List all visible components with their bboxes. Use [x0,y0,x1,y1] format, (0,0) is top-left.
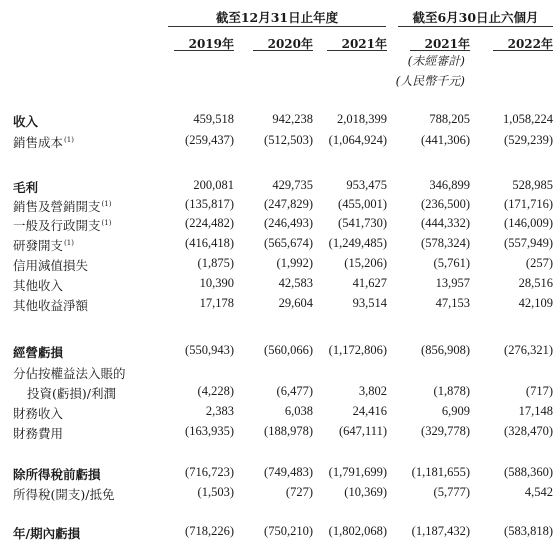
year-header-2: 2021年 [341,37,387,51]
row-label [13,133,74,151]
row-label [13,112,38,130]
row-label [13,178,38,196]
row-label-text: 信用減值損失 [13,258,89,273]
row-value: 42,583 [278,276,313,290]
row-value: 42,109 [518,296,553,310]
row-value: (856,908) [421,343,470,357]
row-label-text: 財務收入 [13,406,64,421]
row-value: (276,321) [504,343,553,357]
row-label-text: 銷售及營銷開支 [13,199,101,214]
row-value: (5,761) [433,256,470,270]
row-value: (10,369) [344,485,387,499]
row-value: (441,306) [421,133,470,147]
row-label [13,424,63,442]
year-header-underline-0 [174,50,234,51]
row-label-text: 分佔按權益法入賬的 [13,366,126,381]
row-value: (512,503) [264,133,313,147]
row-value: (1,181,655) [411,465,470,479]
row-value: (750,210) [264,524,313,538]
row-value: (588,360) [504,465,553,479]
row-label [13,276,63,294]
row-value: (583,818) [504,524,553,538]
half-year-period-header: 截至6月30日止六個月 [412,10,539,25]
row-value: 3,802 [358,384,387,398]
row-value: 24,416 [352,404,387,418]
unaudited-note: (未經審計) [407,54,465,68]
year-header-underline-4 [493,50,553,51]
row-label [13,465,101,483]
row-value: (1,802,068) [328,524,387,538]
row-value: 13,957 [435,276,470,290]
row-value: (15,206) [344,256,387,270]
row-value: 41,627 [352,276,387,290]
annual-header-underline [168,26,386,27]
row-value: 6,909 [441,404,470,418]
row-value: (749,483) [264,465,313,479]
year-header-underline-2 [327,50,387,51]
row-value: (6,477) [276,384,313,398]
row-value: (247,829) [264,197,313,211]
row-value: 2,018,399 [337,112,387,126]
row-value: 4,542 [524,485,553,499]
row-value: (246,493) [264,216,313,230]
row-value: (557,949) [504,236,553,250]
year-header-0: 2019年 [188,37,234,51]
footnote-marker: (1) [64,136,74,144]
row-label [13,364,126,382]
row-label-text: 銷售成本 [13,135,64,150]
row-label [13,404,63,422]
row-value: (1,992) [276,256,313,270]
row-label-text: 年/期內虧損 [13,526,81,541]
row-value: (578,324) [421,236,470,250]
row-value: (1,503) [197,485,234,499]
row-value: (1,878) [433,384,470,398]
row-value: (1,187,432) [411,524,470,538]
row-value: (188,978) [264,424,313,438]
row-value: (4,228) [197,384,234,398]
row-label-text: 經營虧損 [13,345,64,360]
row-value: (727) [285,485,313,499]
row-label [13,343,63,361]
row-value: (236,500) [421,197,470,211]
row-value: 1,058,224 [503,112,553,126]
row-value: (328,470) [504,424,553,438]
row-value: 6,038 [284,404,313,418]
row-value: (560,066) [264,343,313,357]
row-value: 29,604 [278,296,313,310]
row-label-text: 投資(虧損)/利潤 [27,386,116,401]
row-value: (5,777) [433,485,470,499]
row-label [13,256,88,274]
row-value: 17,148 [518,404,553,418]
row-value: 429,735 [272,178,313,192]
row-value: 47,153 [435,296,470,310]
row-value: (541,730) [338,216,387,230]
row-value: (529,239) [504,133,553,147]
footnote-marker: (1) [64,239,74,247]
row-value: (716,723) [185,465,234,479]
row-label [13,216,111,234]
row-value: (416,418) [185,236,234,250]
row-value: 93,514 [352,296,387,310]
row-value: (171,716) [504,197,553,211]
row-value: (259,437) [185,133,234,147]
row-label [27,384,116,402]
row-label [13,236,74,254]
year-header-4: 2022年 [507,37,553,51]
row-value: (444,332) [421,216,470,230]
row-label-text: 所得稅(開支)/抵免 [13,487,115,502]
row-label-text: 毛利 [13,180,39,195]
row-value: (550,943) [185,343,234,357]
row-value: 17,178 [199,296,234,310]
row-value: (1,249,485) [328,236,387,250]
row-value: 953,475 [346,178,387,192]
row-value: (565,674) [264,236,313,250]
row-label [13,296,88,314]
row-value: (224,482) [185,216,234,230]
row-label [13,485,114,503]
half-year-header-underline [398,26,553,27]
row-value: (163,935) [185,424,234,438]
row-value: (329,778) [421,424,470,438]
row-label-text: 研發開支 [13,238,64,253]
row-value: (135,817) [185,197,234,211]
row-value: (1,791,699) [328,465,387,479]
row-label-text: 收入 [13,114,39,129]
row-label-text: 其他收入 [13,278,64,293]
row-value: (1,172,806) [328,343,387,357]
year-header-underline-1 [253,50,313,51]
row-label-text: 其他收益淨額 [13,298,89,313]
row-value: 10,390 [199,276,234,290]
year-header-3: 2021年 [424,37,470,51]
row-value: (1,875) [197,256,234,270]
row-value: 788,205 [429,112,470,126]
row-value: (718,226) [185,524,234,538]
row-value: (1,064,924) [328,133,387,147]
row-label-text: 除所得稅前虧損 [13,467,101,482]
row-value: (455,001) [338,197,387,211]
row-value: (146,009) [504,216,553,230]
currency-unit-note: (人民幣千元) [395,74,465,88]
row-value: (647,111) [338,424,387,438]
row-value: 528,985 [512,178,553,192]
row-value: 200,081 [193,178,234,192]
row-label-text: 一般及行政開支 [13,218,101,233]
row-value: 346,899 [429,178,470,192]
row-label [13,524,80,542]
row-value: 459,518 [193,112,234,126]
footnote-marker: (1) [101,219,112,227]
row-value: 942,238 [272,112,313,126]
footnote-marker: (1) [101,200,112,208]
annual-period-header: 截至12月31日止年度 [215,10,339,25]
row-value: (257) [525,256,553,270]
row-value: 2,383 [205,404,234,418]
row-value: (717) [525,384,553,398]
row-value: 28,516 [518,276,553,290]
row-label-text: 財務費用 [13,426,64,441]
year-header-1: 2020年 [267,37,313,51]
year-header-underline-3 [410,50,470,51]
row-label [13,197,111,215]
